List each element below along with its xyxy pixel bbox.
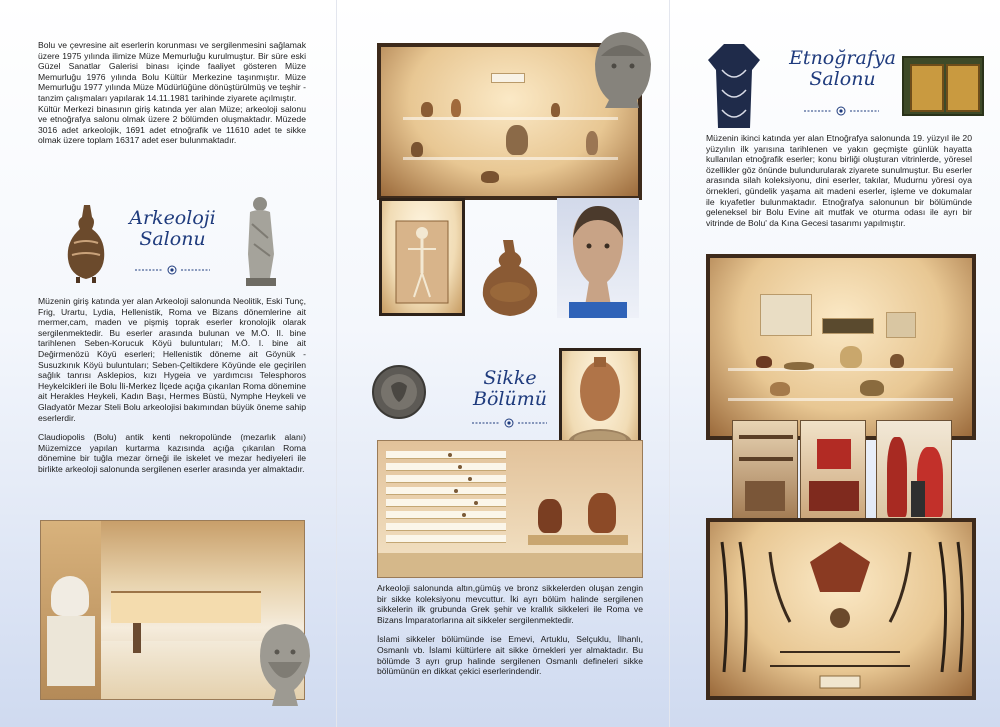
- stone-head-photo: [587, 28, 659, 110]
- marble-statue-photo: [240, 194, 282, 286]
- tomb-skeleton-photo: [379, 198, 465, 316]
- coins-paragraph: İslami sikkeler bölümünde ise Emevi, Artuklu, Selçuklu, İlhanlı, Osmanlı vb. İslami kültürlere ait sikke örnekleri yer almaktadır. Bu bölümde 3 ayrı grup halinde sergilenen Osmanlı defineleri sikke bölümünün en dikkat çekici eserlerindendir.: [377, 634, 643, 677]
- archaeology-text: [38, 296, 306, 484]
- clay-jug-photo: [62, 203, 110, 283]
- embroidered-garment-photo: [706, 40, 762, 130]
- title-line: Sikke: [483, 367, 537, 389]
- panel-intro-archaeology: [0, 0, 336, 727]
- ethnography-text: [706, 133, 972, 237]
- ethnography-paragraph: Müzenin ikinci katında yer alan Etnoğrafya salonunda 19. yüzyıl ile 20 yüzyılın ilk yarısına tarihlenen ve yakın geçmişte günlük hayatta kullanılan etnoğrafik eserler; konu birliği oluşturan vitrinlerde, yöresel özellikler göz önünde bulundurularak ziyarete sunulmuştur. Bu eserler arasında silah koleksiyonu, dini eserler, takılar, Mudurnu yöresi oya örnekleri, gündelik yaşama ait madeni eserler, işleme ve dokumalar ile kıyafetler bulunmaktadır. Etnoğrafya salonunun bir bölümünde geleneksel bir Bolu Evine ait mutfak ve oturma odası ile ayrı bir vitrinde de Bolu' da Kına Gecesi tasarımı yapılmıştır.: [706, 133, 972, 228]
- coins-title: [455, 368, 565, 410]
- bearded-bust-photo: [250, 620, 320, 708]
- title-line: Salonu: [809, 68, 876, 90]
- coin-showcase-photo: [377, 440, 643, 578]
- ethnography-title: [780, 48, 905, 90]
- illuminated-manuscript-photo: [902, 56, 984, 116]
- archaeology-paragraph: Müzenin giriş katında yer alan Arkeoloji salonunda Neolitik, Eski Tunç, Frig, Urartu, Lydia, Hellenistik, Roma ve Bizans dönemlerine ait mermer,cam, maden ve pişmiş toprak eserler kronolojik olarak sergilenmektedir. Bu eserler arasında bulunan ve M.Ö. II. bine tarihlenen Seben-Korucuk Köyü buluntuları; M.Ö. I. bine ait Değirmenözü Köyü eserleri; Hellenistik döneme ait Göynük - Susuzkınık Köyü buluntuları; Seben-Çeltikdere Köyünde ele geçirilen sağlık tanrısı Asklepios, kızı Hygeia ve yardımcısı Telesphoros Heykelcikleri ile Bolu İli-Merkez İlçede açığa çıkarılan Roma dönemine ait Herakles Heykeli, Kadın Başı, Hermes Büstü, Nymphe Heykeli ve Gladyatör Mezar Steli Bolu arkeolojisi bakımından büyük öneme sahip eserlerdir.: [38, 296, 306, 423]
- ornament-divider-icon: [472, 418, 547, 428]
- title-line: Etnoğrafya: [789, 47, 896, 69]
- weapons-showcase-photo: [706, 518, 976, 700]
- henna-night-photo: [876, 420, 952, 524]
- archaeology-title: [120, 208, 225, 250]
- title-line: Arkeoloji: [129, 207, 216, 229]
- coins-paragraph: Arkeoloji salonunda altın,gümüş ve bronz sikkelerden oluşan zengin bir sikke koleksiyonu mevcuttur. İki ayrı bölüm halinde sergilenen sikkelerin ilk grubunda Grek şehir ve krallık sikkeleri ile Roma ve Bizans İmparatorlarına ait sikkeler sergilenmektedir.: [377, 583, 643, 625]
- intro-text: [38, 40, 306, 155]
- ancient-coin-photo: [371, 364, 427, 420]
- traditional-kitchen-photo: [732, 420, 798, 524]
- archaeology-paragraph: Claudiopolis (Bolu) antik kenti nekropolünde (mezarlık alanı) Müzemizce yapılan kurtarma kazısında açığa çıkarılan Roma dönemine bir tuğla mezar örneği ile iskelet ve mezar hediyeleri ile birlikte arkeoloji salonunda sergilenen eserler arasında yer almaktadır.: [38, 432, 306, 474]
- sitting-room-photo: [800, 420, 866, 524]
- woman-head-photo: [557, 198, 639, 318]
- ceramic-jug-photo: [477, 236, 543, 318]
- intro-paragraph: Kültür Merkezi binasının giriş katında yer alan Müze; arkeoloji salonu ve etnoğrafya salonu olmak üzere 2 bölümden oluşmaktadır. Müzede 3016 adet arkeolojik, 1691 adet etnoğrafik ve 11610 adet te sikke olmak üzere toplam 16317 adet eser bulunmaktadır.: [38, 103, 306, 146]
- title-line: Bölümü: [473, 388, 547, 410]
- ornament-divider-icon: [135, 265, 210, 275]
- religious-items-showcase-photo: [706, 254, 976, 440]
- intro-paragraph: Bolu ve çevresine ait eserlerin korunması ve sergilenmesini sağlamak üzere 1975 yılında ilimize Müze Memurluğu kurulmuştur. Bir süre eski Güzel Sanatlar Galerisi binası içinde faaliyet gösteren Müze Memurluğu 1976 yılında Bolu Kültür Merkezine taşınmıştır. Müze Memurluğu 1977 yılında Müze Müdürlüğüne dönüştürülmüş ve teşhir - tanzim çalışmaları yapılarak 14.11.1981 tarihinde ziyarete açılmıştır.: [38, 40, 306, 103]
- panel-coins: [336, 0, 670, 727]
- coins-text: [377, 583, 643, 686]
- ornament-divider-icon: [804, 106, 879, 116]
- panel-ethnography: [668, 0, 1000, 727]
- title-line: Salonu: [139, 228, 206, 250]
